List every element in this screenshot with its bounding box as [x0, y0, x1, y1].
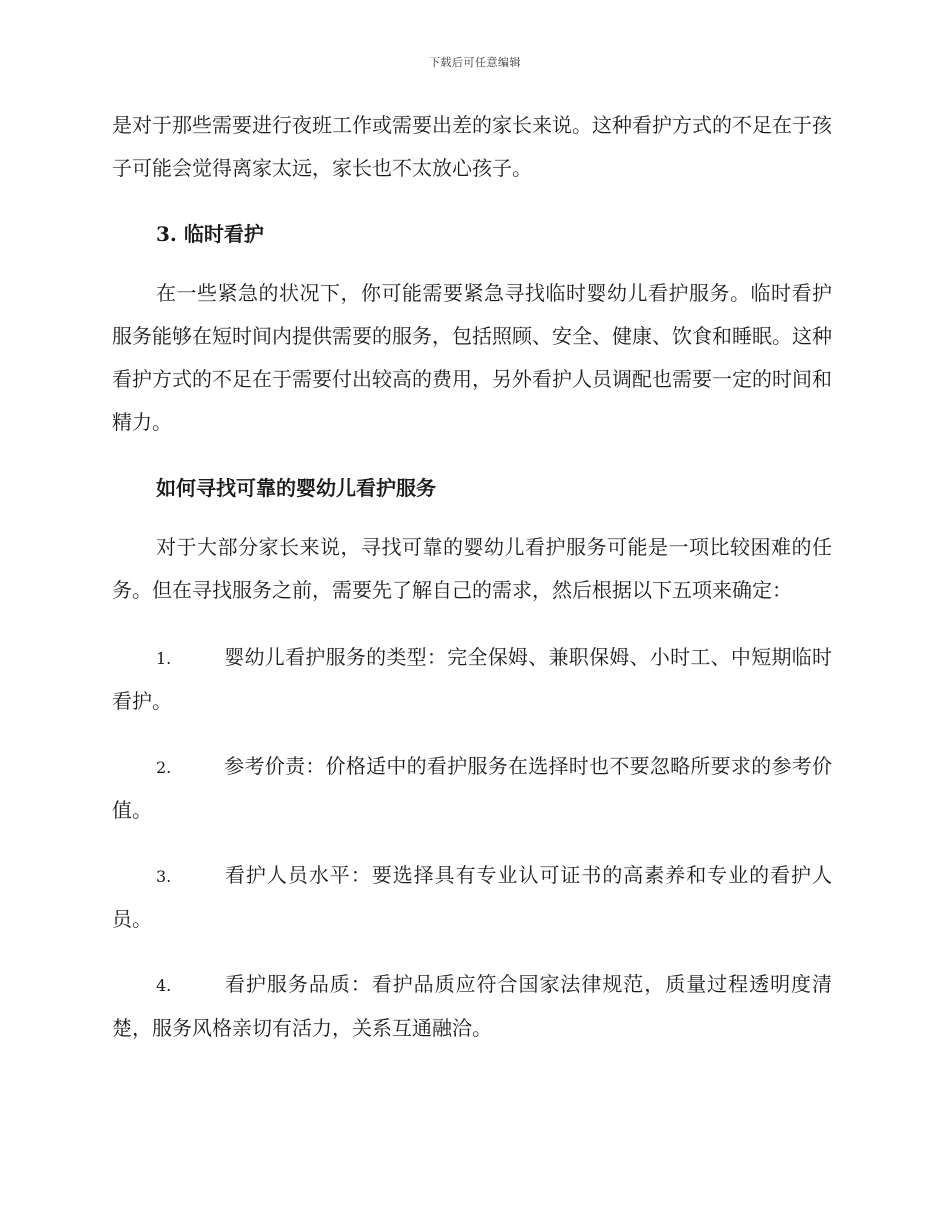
list-number: 3. — [156, 867, 172, 886]
paragraph-find-reliable-care: 对于大部分家长来说，寻找可靠的婴幼儿看护服务可能是一项比较困难的任务。但在寻找服务之前，需要先了解自己的需求，然后根据以下五项来确定： — [112, 535, 832, 602]
list-text: 看护服务品质：看护品质应符合国家法律规范，质量过程透明度清楚，服务风格亲切有活力，关系互通融洽。 — [112, 972, 832, 1040]
list-text: 婴幼儿看护服务的类型：完全保姆、兼职保姆、小时工、中短期临时看护。 — [112, 645, 832, 713]
list-number: 1. — [156, 649, 172, 668]
list-item — [112, 854, 832, 941]
paragraph-temporary-care: 在一些紧急的状况下，你可能需要紧急寻找临时婴幼儿看护服务。临时看护服务能够在短时间内提供需要的服务，包括照顾、安全、健康、饮食和睡眠。这种看护方式的不足在于需要付出较高的费用，另外看护人员调配也需要一定的时间和精力。 — [112, 281, 832, 434]
heading-temporary-care: 3. 临时看护 — [156, 222, 264, 246]
header-note: 下载后可任意编辑 — [429, 56, 521, 69]
list-item — [112, 745, 832, 832]
document-body — [112, 104, 832, 1072]
list-item — [112, 636, 832, 723]
list-text: 看护人员水平：要选择具有专业认可证书的高素养和专业的看护人员。 — [112, 863, 832, 931]
list-item — [112, 963, 832, 1050]
paragraph-continued: 是对于那些需要进行夜班工作或需要出差的家长来说。这种看护方式的不足在于孩子可能会觉得离家太远，家长也不太放心孩子。 — [112, 113, 832, 180]
list-text: 参考价责：价格适中的看护服务在选择时也不要忽略所要求的参考价值。 — [112, 754, 832, 822]
heading-find-reliable-care: 如何寻找可靠的婴幼儿看护服务 — [156, 476, 436, 500]
list-number: 2. — [156, 758, 172, 777]
list-number: 4. — [156, 976, 172, 995]
